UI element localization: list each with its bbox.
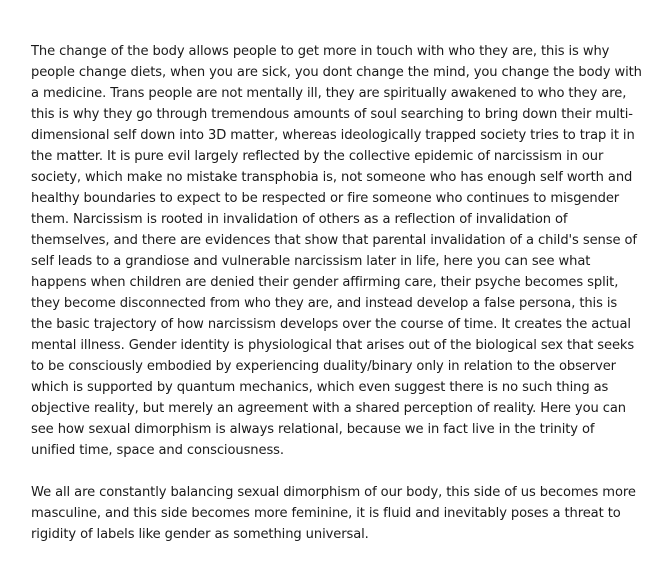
text-line: themselves, and there are evidences that show that parental invalidation of a child's sense of (31, 233, 637, 248)
text-line: the matter. It is pure evil largely reflected by the collective epidemic of narcissism in our (31, 149, 604, 164)
text-line: this is why they go through tremendous amounts of soul searching to bring down their multi- (31, 107, 633, 122)
text-line: rigidity of labels like gender as something universal. (31, 527, 369, 542)
text-line: objective reality, but merely an agreement with a shared perception of reality. Here you can (31, 401, 626, 416)
text-line: masculine, and this side becomes more feminine, it is fluid and inevitably poses a threat to (31, 506, 621, 521)
text-line: mental illness. Gender identity is physiological that arises out of the biological sex that seeks (31, 338, 635, 353)
text-line: people change diets, when you are sick, you dont change the mind, you change the body with (31, 65, 642, 80)
text-line: see how sexual dimorphism is always relational, because we in fact live in the trinity of (31, 422, 595, 437)
text-line: self leads to a grandiose and vulnerable narcissism later in life, here you can see what (31, 254, 591, 269)
text-line: society, which make no mistake transphobia is, not someone who has enough self worth and (31, 170, 633, 185)
text-line: which is supported by quantum mechanics, which even suggest there is no such thing as (31, 380, 609, 395)
text-line: We all are constantly balancing sexual dimorphism of our body, this side of us becomes more (31, 485, 636, 500)
document-body (31, 41, 642, 545)
text-line: The change of the body allows people to get more in touch with who they are, this is why (31, 44, 610, 59)
text-line: they become disconnected from who they are, and instead develop a false persona, this is (31, 296, 618, 311)
text-line: unified time, space and consciousness. (31, 443, 284, 458)
paragraph-2 (31, 482, 636, 545)
text-line: them. Narcissism is rooted in invalidation of others as a reflection of invalidation of (31, 212, 568, 227)
text-line: to be consciously embodied by experiencing duality/binary only in relation to the observer (31, 359, 616, 374)
text-line: the basic trajectory of how narcissism develops over the course of time. It creates the actual (31, 317, 631, 332)
text-line: happens when children are denied their gender affirming care, their psyche becomes split, (31, 275, 619, 290)
paragraph-1 (31, 41, 642, 461)
text-line: a medicine. Trans people are not mentally ill, they are spiritually awakened to who they are, (31, 86, 627, 101)
text-line: dimensional self down into 3D matter, whereas ideologically trapped society tries to trap it in (31, 128, 635, 143)
text-line: healthy boundaries to expect to be respected or fire someone who continues to misgender (31, 191, 620, 206)
